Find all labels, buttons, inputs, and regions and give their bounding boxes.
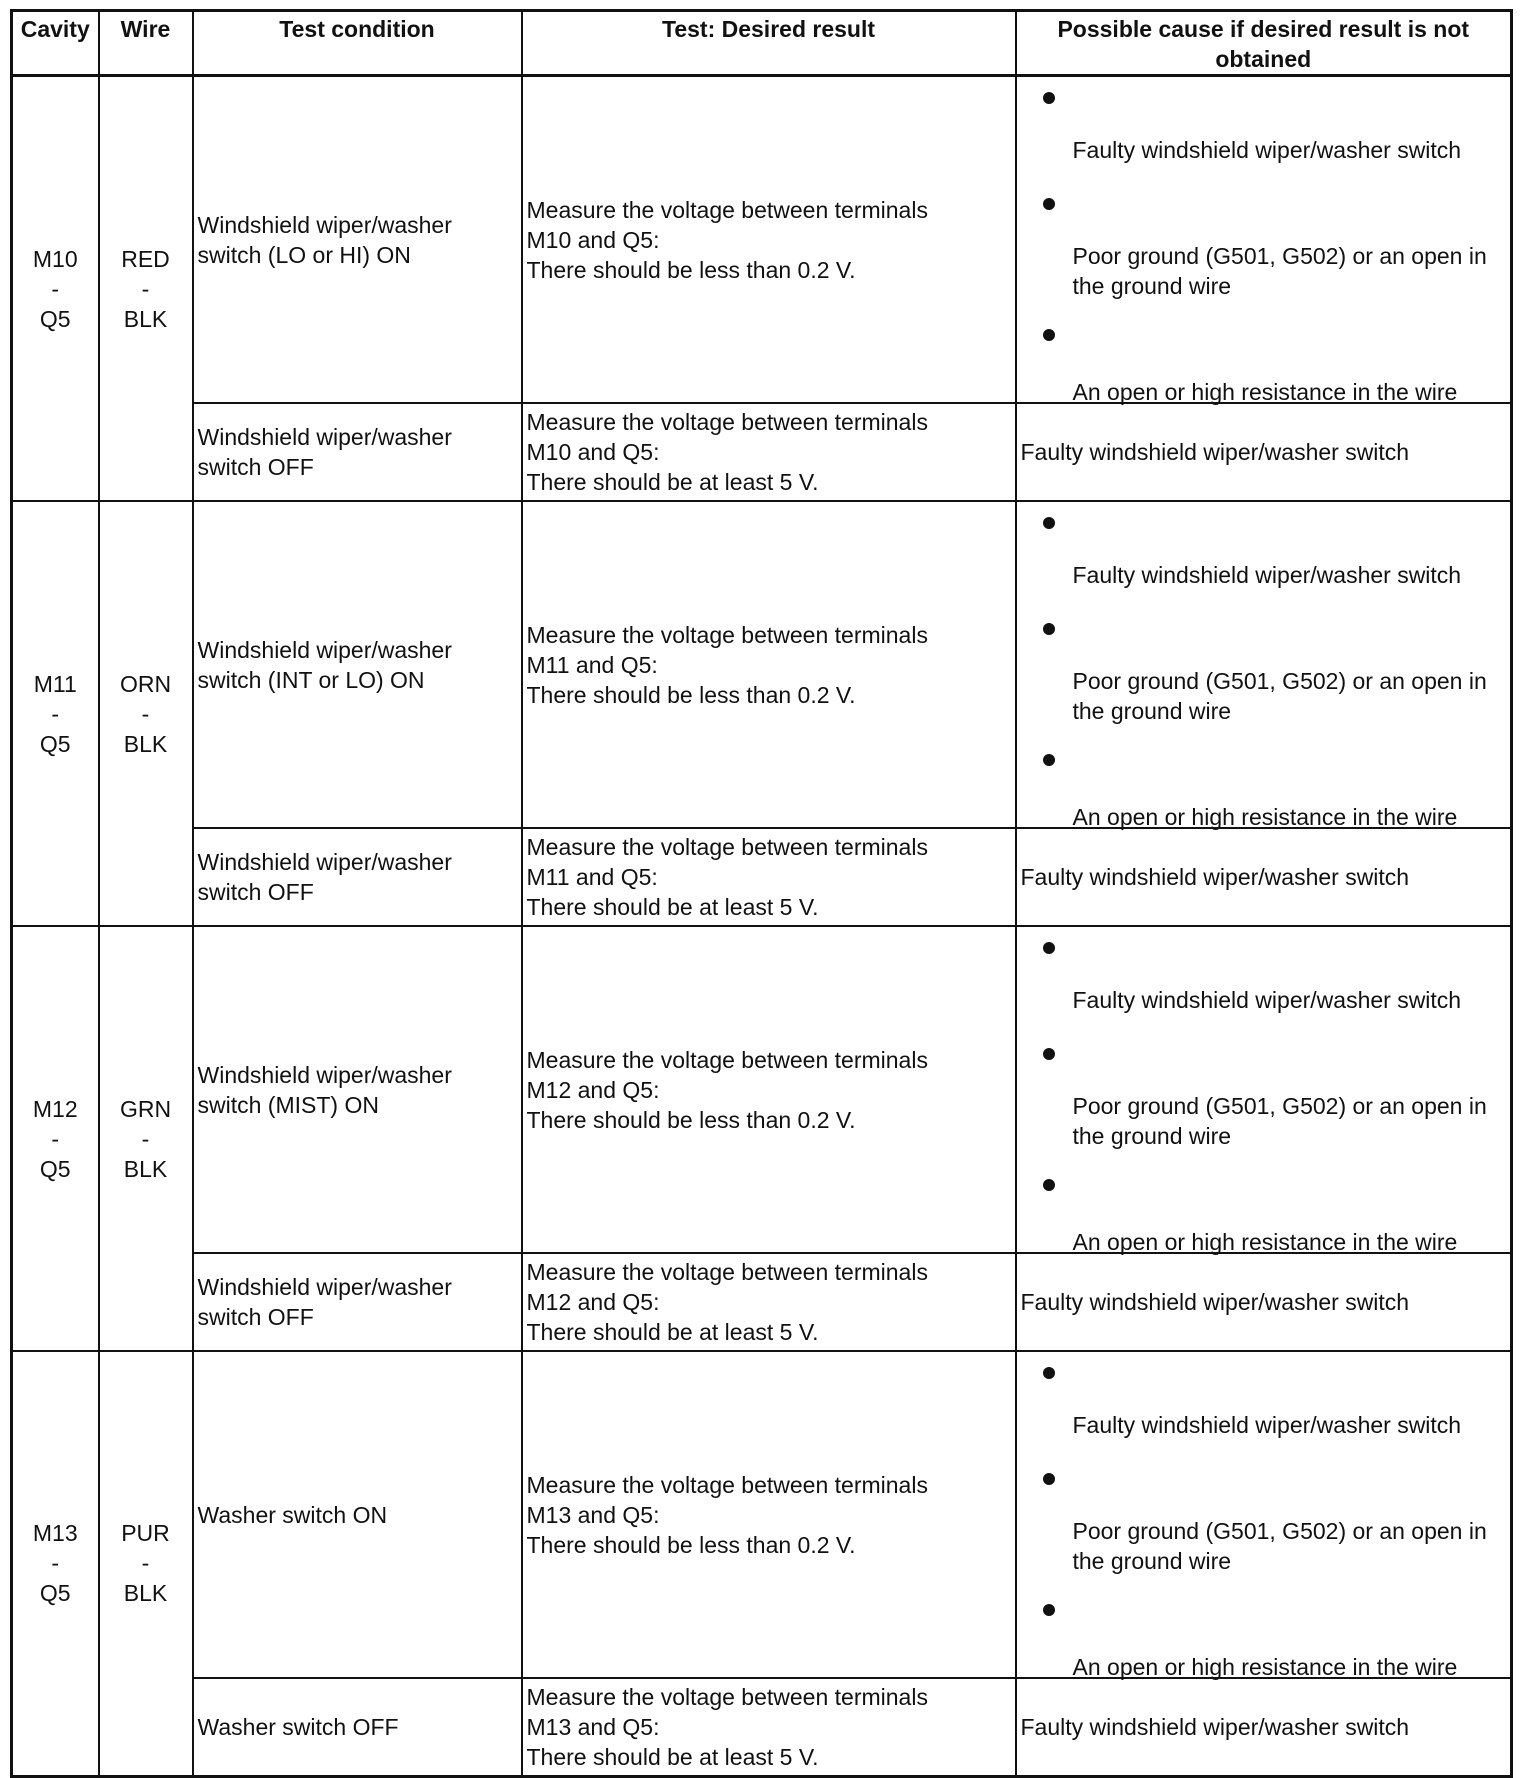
- list-item: Faulty windshield wiper/washer switch: [1021, 135, 1507, 165]
- list-item: An open or high resistance in the wire: [1021, 1652, 1507, 1682]
- bullet-icon: [1043, 623, 1055, 635]
- possible-cause-cell: [1016, 926, 1512, 1253]
- desired-result-cell: Measure the voltage between terminals M10 and Q5: There should be less than 0.2 V.: [522, 76, 1016, 404]
- cavity-cell: M11 - Q5: [12, 501, 99, 926]
- bullet-icon: [1043, 329, 1055, 341]
- bullet-icon: [1043, 942, 1055, 954]
- bullet-icon: [1043, 1179, 1055, 1191]
- wire-cell: RED - BLK: [99, 76, 193, 502]
- desired-result-cell: Measure the voltage between terminals M11 and Q5: There should be less than 0.2 V.: [522, 501, 1016, 828]
- wire-cell: PUR - BLK: [99, 1351, 193, 1776]
- header-cavity: Cavity: [12, 11, 99, 76]
- possible-cause-cell: Faulty windshield wiper/washer switch: [1016, 1253, 1512, 1351]
- test-condition-cell: Windshield wiper/washer switch OFF: [193, 828, 522, 926]
- list-item: Faulty windshield wiper/washer switch: [1021, 1410, 1507, 1440]
- test-condition-cell: Windshield wiper/washer switch (INT or LO) ON: [193, 501, 522, 828]
- desired-result-cell: Measure the voltage between terminals M11 and Q5: There should be at least 5 V.: [522, 828, 1016, 926]
- list-item: Poor ground (G501, G502) or an open in the ground wire: [1021, 1091, 1507, 1151]
- header-possible-cause: Possible cause if desired result is not obtained: [1016, 11, 1512, 76]
- list-item: Poor ground (G501, G502) or an open in the ground wire: [1021, 1516, 1507, 1576]
- list-item: An open or high resistance in the wire: [1021, 802, 1507, 832]
- bullet-icon: [1043, 1048, 1055, 1060]
- table-row: [12, 76, 1512, 404]
- header-desired-result: Test: Desired result: [522, 11, 1016, 76]
- bullet-icon: [1043, 198, 1055, 210]
- test-condition-cell: Windshield wiper/washer switch (LO or HI) ON: [193, 76, 522, 404]
- list-item: Faulty windshield wiper/washer switch: [1021, 985, 1507, 1015]
- test-condition-cell: Windshield wiper/washer switch (MIST) ON: [193, 926, 522, 1253]
- cavity-cell: M13 - Q5: [12, 1351, 99, 1776]
- desired-result-cell: Measure the voltage between terminals M13 and Q5: There should be less than 0.2 V.: [522, 1351, 1016, 1678]
- test-condition-cell: Washer switch OFF: [193, 1678, 522, 1776]
- wire-cell: GRN - BLK: [99, 926, 193, 1351]
- possible-cause-cell: [1016, 76, 1512, 404]
- possible-cause-cell: Faulty windshield wiper/washer switch: [1016, 403, 1512, 501]
- list-item: Faulty windshield wiper/washer switch: [1021, 560, 1507, 590]
- test-condition-cell: Washer switch ON: [193, 1351, 522, 1678]
- header-wire: Wire: [99, 11, 193, 76]
- desired-result-cell: Measure the voltage between terminals M12 and Q5: There should be at least 5 V.: [522, 1253, 1016, 1351]
- bullet-icon: [1043, 754, 1055, 766]
- header-row: [12, 11, 1512, 76]
- possible-cause-cell: [1016, 1351, 1512, 1678]
- table-row: [12, 926, 1512, 1253]
- desired-result-cell: Measure the voltage between terminals M10 and Q5: There should be at least 5 V.: [522, 403, 1016, 501]
- test-condition-cell: Windshield wiper/washer switch OFF: [193, 403, 522, 501]
- table-row: [12, 1253, 1512, 1351]
- possible-cause-cell: [1016, 501, 1512, 828]
- bullet-icon: [1043, 92, 1055, 104]
- list-item: Poor ground (G501, G502) or an open in the ground wire: [1021, 666, 1507, 726]
- possible-cause-cell: Faulty windshield wiper/washer switch: [1016, 828, 1512, 926]
- desired-result-cell: Measure the voltage between terminals M13 and Q5: There should be at least 5 V.: [522, 1678, 1016, 1776]
- table-row: [12, 501, 1512, 828]
- table-row: [12, 1351, 1512, 1678]
- wire-cell: ORN - BLK: [99, 501, 193, 926]
- desired-result-cell: Measure the voltage between terminals M12 and Q5: There should be less than 0.2 V.: [522, 926, 1016, 1253]
- bullet-icon: [1043, 1604, 1055, 1616]
- table-row: [12, 1678, 1512, 1776]
- cavity-cell: M12 - Q5: [12, 926, 99, 1351]
- list-item: An open or high resistance in the wire: [1021, 377, 1507, 407]
- bullet-icon: [1043, 1473, 1055, 1485]
- list-item: Poor ground (G501, G502) or an open in the ground wire: [1021, 241, 1507, 301]
- table-row: [12, 828, 1512, 926]
- header-test-condition: Test condition: [193, 11, 522, 76]
- list-item: An open or high resistance in the wire: [1021, 1227, 1507, 1257]
- possible-cause-cell: Faulty windshield wiper/washer switch: [1016, 1678, 1512, 1776]
- cavity-cell: M10 - Q5: [12, 76, 99, 502]
- connector-test-table: [10, 9, 1513, 1778]
- bullet-icon: [1043, 517, 1055, 529]
- test-condition-cell: Windshield wiper/washer switch OFF: [193, 1253, 522, 1351]
- table-row: [12, 403, 1512, 501]
- bullet-icon: [1043, 1367, 1055, 1379]
